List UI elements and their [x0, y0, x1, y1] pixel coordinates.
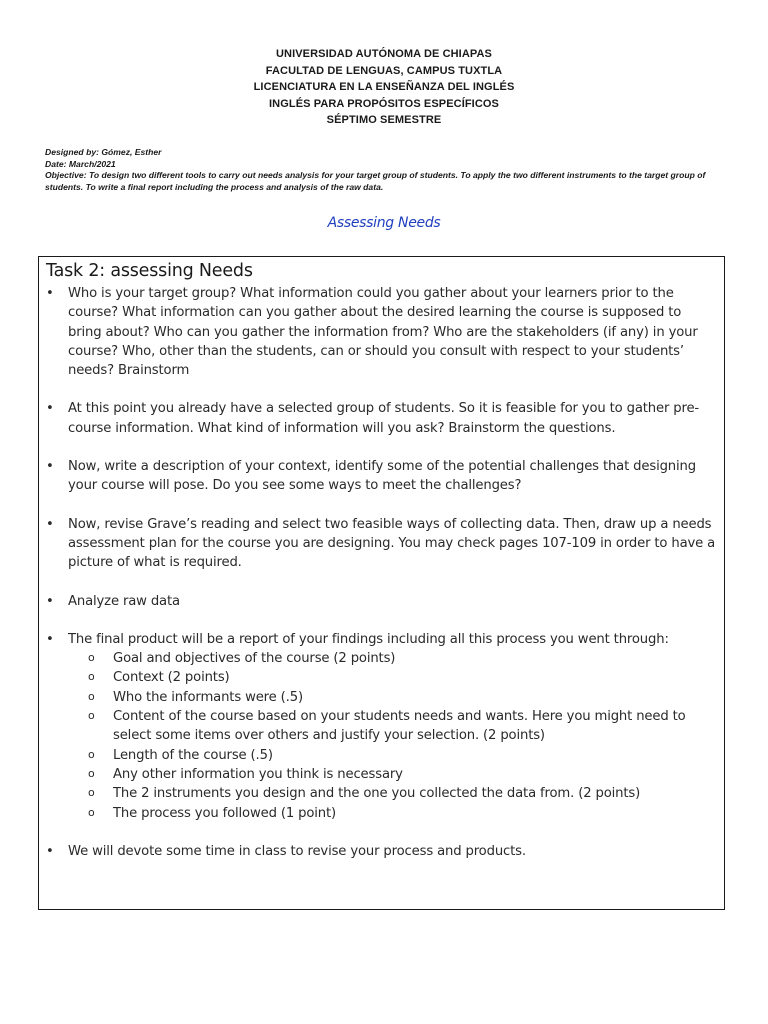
list-item-text: Now, revise Grave’s reading and select two feasible ways of collecting data. Then, draw up a needs assessment plan for the course you are designing. You may check pages 107-109 in order to have a picture of what is required.	[68, 516, 716, 571]
list-item	[39, 457, 726, 496]
sub-list-item: o Goal and objectives of the course (2 points)	[68, 649, 718, 668]
degree-name: LICENCIATURA EN LA ENSEÑANZA DEL INGLÉS	[253, 81, 515, 93]
list-item-text: Now, write a description of your context, identify some of the potential challenges that designing your course will pose. Do you see some ways to meet the challenges?	[68, 459, 696, 494]
faculty-name: FACULTAD DE LENGUAS, CAMPUS TUXTLA	[265, 64, 503, 77]
list-item	[39, 284, 726, 380]
course-name: INGLÉS PARA PROPÓSITOS ESPECÍFICOS	[269, 97, 499, 110]
list-item-text: Analyze raw data	[68, 593, 180, 609]
task-heading: Task 2: assessing Needs	[46, 261, 253, 281]
university-name: UNIVERSIDAD AUTÓNOMA DE CHIAPAS	[276, 48, 492, 60]
list-item-text: Who is your target group? What information could you gather about your learners prior to the course? What information can you gather about the desired learning the course is supposed to bring about? Who can you gather the information from? Who are the stakeholders (if any) in your course? Who, other than the students, can or should you consult with respect to your students’ needs? Brainstorm	[68, 286, 698, 379]
page-title: Assessing Needs	[327, 215, 441, 231]
sub-list-item: o The process you followed (1 point)	[68, 804, 718, 823]
list-item	[39, 842, 726, 861]
sub-list-item: o Length of the course (.5)	[68, 746, 718, 765]
sub-list-item: o Who the informants were (.5)	[68, 688, 718, 707]
list-item	[39, 515, 726, 573]
date: Date: March/2021	[45, 158, 116, 169]
list-item-text: The final product will be a report of your findings including all this process you went through:	[68, 631, 669, 647]
list-item	[39, 399, 726, 438]
sub-list-item: o The 2 instruments you design and the one you collected the data from. (2 points)	[68, 784, 718, 803]
list-item	[39, 630, 726, 823]
designed-by: Designed by: Gómez, Esther	[45, 147, 162, 157]
list-item	[39, 592, 726, 611]
task-bullet-list	[39, 284, 726, 880]
document-meta	[45, 147, 735, 193]
sub-list-item: o Content of the course based on your students needs and wants. Here you might need to select some items over others and justify your selection. (2 points)	[68, 707, 718, 746]
sub-list-item: o Context (2 points)	[68, 668, 718, 687]
semester: SÉPTIMO SEMESTRE	[326, 114, 442, 126]
objective: Objective: To design two different tools to carry out needs analysis for your target group of students. To apply the two different instruments to the target group of students. To write a final report including the process and analysis of the raw data.	[45, 170, 706, 192]
list-item-text: We will devote some time in class to revise your process and products.	[68, 843, 526, 859]
sub-list-item: o Any other information you think is necessary	[68, 765, 718, 784]
task-box	[38, 256, 725, 910]
list-item-text: At this point you already have a selected group of students. So it is feasible for you to gather pre-course information. What kind of information will you ask? Brainstorm the questions.	[68, 401, 700, 436]
report-requirements-list	[68, 649, 718, 823]
institution-header	[0, 46, 768, 129]
